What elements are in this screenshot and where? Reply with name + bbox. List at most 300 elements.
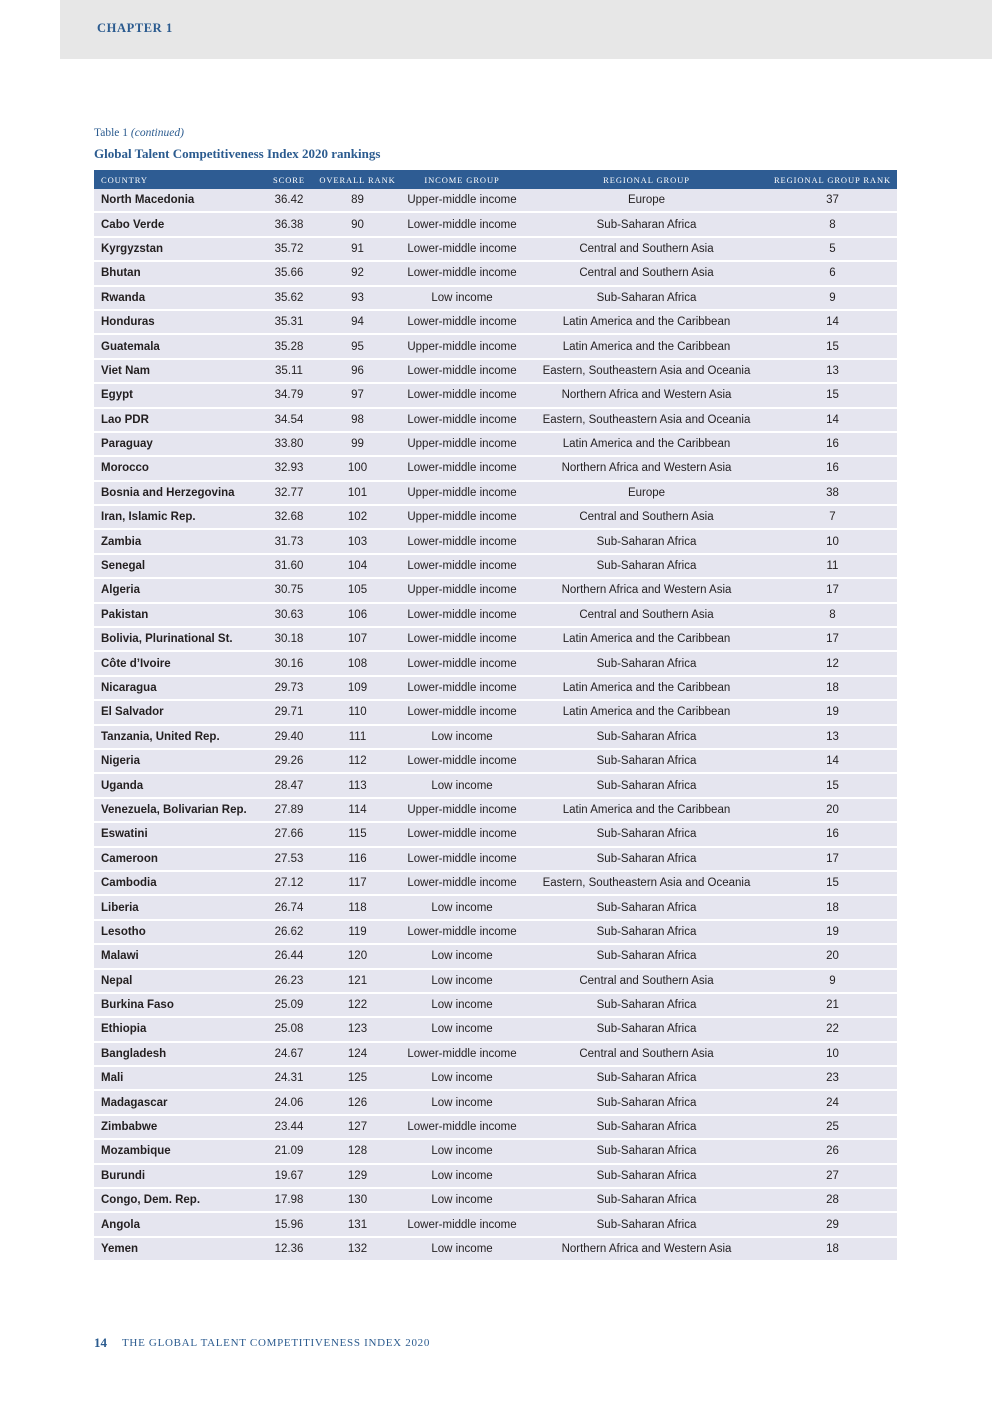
country-cell: Nigeria xyxy=(94,749,262,773)
score-cell: 25.08 xyxy=(262,1017,316,1041)
table-title: Global Talent Competitiveness Index 2020 rankings xyxy=(94,146,381,161)
column-header-income-group: INCOME GROUP xyxy=(399,170,525,189)
country-cell: El Salvador xyxy=(94,700,262,724)
score-cell: 31.73 xyxy=(262,529,316,553)
overall-rank-cell: 116 xyxy=(316,847,399,871)
score-cell: 26.44 xyxy=(262,944,316,968)
score-cell: 25.09 xyxy=(262,993,316,1017)
regional-group-rank-cell: 17 xyxy=(768,578,897,602)
income-group-cell: Lower-middle income xyxy=(399,310,525,334)
regional-group-cell: Central and Southern Asia xyxy=(525,969,768,993)
country-cell: Burundi xyxy=(94,1164,262,1188)
overall-rank-cell: 92 xyxy=(316,261,399,285)
income-group-cell: Lower-middle income xyxy=(399,822,525,846)
overall-rank-cell: 129 xyxy=(316,1164,399,1188)
regional-group-cell: Central and Southern Asia xyxy=(525,237,768,261)
score-cell: 28.47 xyxy=(262,773,316,797)
regional-group-cell: Latin America and the Caribbean xyxy=(525,798,768,822)
regional-group-cell: Sub-Saharan Africa xyxy=(525,725,768,749)
country-cell: Paraguay xyxy=(94,432,262,456)
overall-rank-cell: 90 xyxy=(316,212,399,236)
overall-rank-cell: 105 xyxy=(316,578,399,602)
score-cell: 35.11 xyxy=(262,359,316,383)
regional-group-rank-cell: 15 xyxy=(768,871,897,895)
country-cell: Pakistan xyxy=(94,603,262,627)
score-cell: 17.98 xyxy=(262,1188,316,1212)
table-number: Table 1 xyxy=(94,127,129,139)
score-cell: 31.60 xyxy=(262,554,316,578)
regional-group-cell: Sub-Saharan Africa xyxy=(525,1164,768,1188)
regional-group-cell: Latin America and the Caribbean xyxy=(525,700,768,724)
page-number: 14 xyxy=(94,1335,107,1350)
income-group-cell: Lower-middle income xyxy=(399,871,525,895)
country-cell: Ethiopia xyxy=(94,1017,262,1041)
regional-group-cell: Central and Southern Asia xyxy=(525,261,768,285)
country-cell: Uganda xyxy=(94,773,262,797)
score-cell: 29.73 xyxy=(262,676,316,700)
score-cell: 35.66 xyxy=(262,261,316,285)
table-row xyxy=(94,969,897,993)
overall-rank-cell: 112 xyxy=(316,749,399,773)
score-cell: 36.38 xyxy=(262,212,316,236)
income-group-cell: Upper-middle income xyxy=(399,798,525,822)
income-group-cell: Lower-middle income xyxy=(399,627,525,651)
income-group-cell: Lower-middle income xyxy=(399,847,525,871)
regional-group-cell: Northern Africa and Western Asia xyxy=(525,383,768,407)
regional-group-cell: Sub-Saharan Africa xyxy=(525,286,768,310)
income-group-cell: Lower-middle income xyxy=(399,456,525,480)
regional-group-cell: Central and Southern Asia xyxy=(525,1042,768,1066)
overall-rank-cell: 96 xyxy=(316,359,399,383)
table-row xyxy=(94,1188,897,1212)
country-cell: Guatemala xyxy=(94,334,262,358)
regional-group-rank-cell: 20 xyxy=(768,798,897,822)
table-row xyxy=(94,920,897,944)
table-row xyxy=(94,237,897,261)
regional-group-rank-cell: 27 xyxy=(768,1164,897,1188)
column-header-overall-rank: OVERALL RANK xyxy=(316,170,399,189)
regional-group-cell: Sub-Saharan Africa xyxy=(525,554,768,578)
regional-group-cell: Sub-Saharan Africa xyxy=(525,651,768,675)
running-footer: THE GLOBAL TALENT COMPETITIVENESS INDEX 2020 xyxy=(122,1337,431,1349)
overall-rank-cell: 91 xyxy=(316,237,399,261)
overall-rank-cell: 124 xyxy=(316,1042,399,1066)
regional-group-cell: Latin America and the Caribbean xyxy=(525,627,768,651)
table-row xyxy=(94,1212,897,1236)
regional-group-rank-cell: 24 xyxy=(768,1090,897,1114)
country-cell: Kyrgyzstan xyxy=(94,237,262,261)
score-cell: 35.62 xyxy=(262,286,316,310)
overall-rank-cell: 128 xyxy=(316,1139,399,1163)
country-cell: Burkina Faso xyxy=(94,993,262,1017)
regional-group-rank-cell: 13 xyxy=(768,725,897,749)
chapter-label: CHAPTER 1 xyxy=(97,21,173,35)
country-cell: Nicaragua xyxy=(94,676,262,700)
chapter-header-band xyxy=(60,0,992,59)
country-cell: Lao PDR xyxy=(94,408,262,432)
regional-group-cell: Sub-Saharan Africa xyxy=(525,920,768,944)
regional-group-cell: Northern Africa and Western Asia xyxy=(525,578,768,602)
regional-group-rank-cell: 10 xyxy=(768,1042,897,1066)
regional-group-rank-cell: 5 xyxy=(768,237,897,261)
table-row xyxy=(94,212,897,236)
column-header-country: COUNTRY xyxy=(94,170,262,189)
regional-group-rank-cell: 13 xyxy=(768,359,897,383)
country-cell: Eswatini xyxy=(94,822,262,846)
regional-group-cell: Central and Southern Asia xyxy=(525,603,768,627)
regional-group-rank-cell: 9 xyxy=(768,969,897,993)
income-group-cell: Lower-middle income xyxy=(399,1042,525,1066)
regional-group-rank-cell: 16 xyxy=(768,432,897,456)
income-group-cell: Low income xyxy=(399,1188,525,1212)
table-row xyxy=(94,603,897,627)
regional-group-rank-cell: 18 xyxy=(768,895,897,919)
table-row xyxy=(94,334,897,358)
income-group-cell: Low income xyxy=(399,725,525,749)
regional-group-cell: Sub-Saharan Africa xyxy=(525,1115,768,1139)
regional-group-rank-cell: 22 xyxy=(768,1017,897,1041)
table-label xyxy=(94,127,184,139)
overall-rank-cell: 104 xyxy=(316,554,399,578)
score-cell: 24.31 xyxy=(262,1066,316,1090)
country-cell: Liberia xyxy=(94,895,262,919)
income-group-cell: Low income xyxy=(399,1066,525,1090)
table-body xyxy=(94,189,897,1261)
regional-group-rank-cell: 16 xyxy=(768,822,897,846)
regional-group-cell: Europe xyxy=(525,189,768,212)
score-cell: 29.26 xyxy=(262,749,316,773)
income-group-cell: Upper-middle income xyxy=(399,481,525,505)
regional-group-rank-cell: 19 xyxy=(768,920,897,944)
table-continued-note: (continued) xyxy=(130,127,184,139)
overall-rank-cell: 109 xyxy=(316,676,399,700)
country-cell: North Macedonia xyxy=(94,189,262,212)
overall-rank-cell: 119 xyxy=(316,920,399,944)
overall-rank-cell: 122 xyxy=(316,993,399,1017)
score-cell: 27.53 xyxy=(262,847,316,871)
regional-group-cell: Europe xyxy=(525,481,768,505)
regional-group-rank-cell: 7 xyxy=(768,505,897,529)
score-cell: 30.16 xyxy=(262,651,316,675)
income-group-cell: Lower-middle income xyxy=(399,676,525,700)
table-row xyxy=(94,554,897,578)
rankings-table xyxy=(94,170,897,1262)
overall-rank-cell: 100 xyxy=(316,456,399,480)
column-header-score: SCORE xyxy=(262,170,316,189)
table-row xyxy=(94,310,897,334)
regional-group-rank-cell: 29 xyxy=(768,1212,897,1236)
income-group-cell: Upper-middle income xyxy=(399,189,525,212)
income-group-cell: Lower-middle income xyxy=(399,700,525,724)
overall-rank-cell: 113 xyxy=(316,773,399,797)
country-cell: Iran, Islamic Rep. xyxy=(94,505,262,529)
regional-group-cell: Eastern, Southeastern Asia and Oceania xyxy=(525,408,768,432)
income-group-cell: Low income xyxy=(399,895,525,919)
country-cell: Zambia xyxy=(94,529,262,553)
table-row xyxy=(94,261,897,285)
score-cell: 15.96 xyxy=(262,1212,316,1236)
income-group-cell: Low income xyxy=(399,1164,525,1188)
country-cell: Senegal xyxy=(94,554,262,578)
overall-rank-cell: 121 xyxy=(316,969,399,993)
table-row xyxy=(94,1139,897,1163)
table-row xyxy=(94,383,897,407)
income-group-cell: Upper-middle income xyxy=(399,505,525,529)
overall-rank-cell: 106 xyxy=(316,603,399,627)
overall-rank-cell: 108 xyxy=(316,651,399,675)
regional-group-cell: Sub-Saharan Africa xyxy=(525,822,768,846)
regional-group-rank-cell: 15 xyxy=(768,334,897,358)
country-cell: Bangladesh xyxy=(94,1042,262,1066)
income-group-cell: Low income xyxy=(399,993,525,1017)
overall-rank-cell: 118 xyxy=(316,895,399,919)
income-group-cell: Low income xyxy=(399,969,525,993)
income-group-cell: Low income xyxy=(399,1237,525,1261)
income-group-cell: Lower-middle income xyxy=(399,603,525,627)
regional-group-cell: Sub-Saharan Africa xyxy=(525,1188,768,1212)
regional-group-rank-cell: 19 xyxy=(768,700,897,724)
overall-rank-cell: 111 xyxy=(316,725,399,749)
table-row xyxy=(94,1115,897,1139)
table-row xyxy=(94,359,897,383)
table-row xyxy=(94,1237,897,1261)
overall-rank-cell: 127 xyxy=(316,1115,399,1139)
table-row xyxy=(94,505,897,529)
regional-group-cell: Central and Southern Asia xyxy=(525,505,768,529)
country-cell: Tanzania, United Rep. xyxy=(94,725,262,749)
table-row xyxy=(94,944,897,968)
table-row xyxy=(94,627,897,651)
table-row xyxy=(94,822,897,846)
income-group-cell: Low income xyxy=(399,286,525,310)
table-row xyxy=(94,773,897,797)
regional-group-cell: Sub-Saharan Africa xyxy=(525,773,768,797)
score-cell: 12.36 xyxy=(262,1237,316,1261)
table-row xyxy=(94,871,897,895)
overall-rank-cell: 95 xyxy=(316,334,399,358)
overall-rank-cell: 132 xyxy=(316,1237,399,1261)
score-cell: 32.77 xyxy=(262,481,316,505)
overall-rank-cell: 130 xyxy=(316,1188,399,1212)
score-cell: 24.67 xyxy=(262,1042,316,1066)
table-row xyxy=(94,1090,897,1114)
table-row xyxy=(94,993,897,1017)
overall-rank-cell: 114 xyxy=(316,798,399,822)
score-cell: 27.89 xyxy=(262,798,316,822)
score-cell: 34.79 xyxy=(262,383,316,407)
income-group-cell: Upper-middle income xyxy=(399,334,525,358)
income-group-cell: Low income xyxy=(399,1139,525,1163)
country-cell: Lesotho xyxy=(94,920,262,944)
income-group-cell: Lower-middle income xyxy=(399,1212,525,1236)
table-row xyxy=(94,749,897,773)
regional-group-rank-cell: 25 xyxy=(768,1115,897,1139)
income-group-cell: Lower-middle income xyxy=(399,920,525,944)
country-cell: Malawi xyxy=(94,944,262,968)
regional-group-rank-cell: 26 xyxy=(768,1139,897,1163)
score-cell: 35.31 xyxy=(262,310,316,334)
score-cell: 23.44 xyxy=(262,1115,316,1139)
country-cell: Yemen xyxy=(94,1237,262,1261)
regional-group-rank-cell: 15 xyxy=(768,773,897,797)
score-cell: 26.62 xyxy=(262,920,316,944)
overall-rank-cell: 115 xyxy=(316,822,399,846)
regional-group-cell: Northern Africa and Western Asia xyxy=(525,1237,768,1261)
income-group-cell: Lower-middle income xyxy=(399,554,525,578)
income-group-cell: Lower-middle income xyxy=(399,651,525,675)
column-header-regional-group: REGIONAL GROUP xyxy=(525,170,768,189)
regional-group-cell: Latin America and the Caribbean xyxy=(525,676,768,700)
table-row xyxy=(94,676,897,700)
regional-group-cell: Sub-Saharan Africa xyxy=(525,1017,768,1041)
table-row xyxy=(94,1164,897,1188)
table-row xyxy=(94,481,897,505)
regional-group-rank-cell: 8 xyxy=(768,212,897,236)
score-cell: 32.68 xyxy=(262,505,316,529)
regional-group-cell: Eastern, Southeastern Asia and Oceania xyxy=(525,871,768,895)
regional-group-rank-cell: 14 xyxy=(768,749,897,773)
overall-rank-cell: 98 xyxy=(316,408,399,432)
regional-group-rank-cell: 12 xyxy=(768,651,897,675)
table-row xyxy=(94,286,897,310)
regional-group-rank-cell: 17 xyxy=(768,627,897,651)
overall-rank-cell: 97 xyxy=(316,383,399,407)
country-cell: Egypt xyxy=(94,383,262,407)
overall-rank-cell: 110 xyxy=(316,700,399,724)
regional-group-rank-cell: 16 xyxy=(768,456,897,480)
score-cell: 30.63 xyxy=(262,603,316,627)
country-cell: Cabo Verde xyxy=(94,212,262,236)
income-group-cell: Low income xyxy=(399,1017,525,1041)
score-cell: 24.06 xyxy=(262,1090,316,1114)
regional-group-rank-cell: 23 xyxy=(768,1066,897,1090)
regional-group-cell: Latin America and the Caribbean xyxy=(525,432,768,456)
score-cell: 33.80 xyxy=(262,432,316,456)
income-group-cell: Lower-middle income xyxy=(399,383,525,407)
income-group-cell: Low income xyxy=(399,1090,525,1114)
country-cell: Nepal xyxy=(94,969,262,993)
overall-rank-cell: 126 xyxy=(316,1090,399,1114)
table-row xyxy=(94,700,897,724)
table-row xyxy=(94,1042,897,1066)
income-group-cell: Lower-middle income xyxy=(399,1115,525,1139)
score-cell: 34.54 xyxy=(262,408,316,432)
overall-rank-cell: 94 xyxy=(316,310,399,334)
overall-rank-cell: 101 xyxy=(316,481,399,505)
country-cell: Zimbabwe xyxy=(94,1115,262,1139)
score-cell: 35.28 xyxy=(262,334,316,358)
regional-group-cell: Eastern, Southeastern Asia and Oceania xyxy=(525,359,768,383)
regional-group-rank-cell: 28 xyxy=(768,1188,897,1212)
regional-group-cell: Sub-Saharan Africa xyxy=(525,1212,768,1236)
table-row xyxy=(94,189,897,212)
country-cell: Mali xyxy=(94,1066,262,1090)
country-cell: Viet Nam xyxy=(94,359,262,383)
overall-rank-cell: 107 xyxy=(316,627,399,651)
table-row xyxy=(94,651,897,675)
table-row xyxy=(94,432,897,456)
regional-group-rank-cell: 14 xyxy=(768,310,897,334)
regional-group-cell: Sub-Saharan Africa xyxy=(525,1139,768,1163)
score-cell: 35.72 xyxy=(262,237,316,261)
overall-rank-cell: 103 xyxy=(316,529,399,553)
income-group-cell: Low income xyxy=(399,944,525,968)
regional-group-rank-cell: 20 xyxy=(768,944,897,968)
regional-group-cell: Sub-Saharan Africa xyxy=(525,993,768,1017)
income-group-cell: Upper-middle income xyxy=(399,432,525,456)
country-cell: Morocco xyxy=(94,456,262,480)
regional-group-cell: Northern Africa and Western Asia xyxy=(525,456,768,480)
country-cell: Cambodia xyxy=(94,871,262,895)
regional-group-cell: Latin America and the Caribbean xyxy=(525,334,768,358)
table-row xyxy=(94,408,897,432)
score-cell: 29.40 xyxy=(262,725,316,749)
country-cell: Cameroon xyxy=(94,847,262,871)
overall-rank-cell: 117 xyxy=(316,871,399,895)
table-row xyxy=(94,1017,897,1041)
country-cell: Algeria xyxy=(94,578,262,602)
score-cell: 30.18 xyxy=(262,627,316,651)
overall-rank-cell: 125 xyxy=(316,1066,399,1090)
country-cell: Mozambique xyxy=(94,1139,262,1163)
regional-group-rank-cell: 14 xyxy=(768,408,897,432)
country-cell: Angola xyxy=(94,1212,262,1236)
income-group-cell: Lower-middle income xyxy=(399,408,525,432)
table-row xyxy=(94,578,897,602)
regional-group-rank-cell: 15 xyxy=(768,383,897,407)
regional-group-cell: Sub-Saharan Africa xyxy=(525,1090,768,1114)
regional-group-cell: Sub-Saharan Africa xyxy=(525,529,768,553)
country-cell: Côte d’Ivoire xyxy=(94,651,262,675)
regional-group-rank-cell: 18 xyxy=(768,1237,897,1261)
regional-group-cell: Sub-Saharan Africa xyxy=(525,944,768,968)
regional-group-rank-cell: 8 xyxy=(768,603,897,627)
table-row xyxy=(94,725,897,749)
score-cell: 26.23 xyxy=(262,969,316,993)
overall-rank-cell: 120 xyxy=(316,944,399,968)
country-cell: Bosnia and Herzegovina xyxy=(94,481,262,505)
overall-rank-cell: 123 xyxy=(316,1017,399,1041)
country-cell: Congo, Dem. Rep. xyxy=(94,1188,262,1212)
table-row xyxy=(94,798,897,822)
overall-rank-cell: 102 xyxy=(316,505,399,529)
score-cell: 32.93 xyxy=(262,456,316,480)
score-cell: 30.75 xyxy=(262,578,316,602)
regional-group-rank-cell: 21 xyxy=(768,993,897,1017)
table-header-row xyxy=(94,170,897,189)
regional-group-rank-cell: 9 xyxy=(768,286,897,310)
table-row xyxy=(94,456,897,480)
table-row xyxy=(94,847,897,871)
score-cell: 26.74 xyxy=(262,895,316,919)
regional-group-cell: Latin America and the Caribbean xyxy=(525,310,768,334)
score-cell: 29.71 xyxy=(262,700,316,724)
table-row xyxy=(94,1066,897,1090)
country-cell: Venezuela, Bolivarian Rep. xyxy=(94,798,262,822)
table-row xyxy=(94,895,897,919)
regional-group-cell: Sub-Saharan Africa xyxy=(525,1066,768,1090)
regional-group-rank-cell: 38 xyxy=(768,481,897,505)
regional-group-cell: Sub-Saharan Africa xyxy=(525,749,768,773)
overall-rank-cell: 131 xyxy=(316,1212,399,1236)
regional-group-rank-cell: 17 xyxy=(768,847,897,871)
regional-group-rank-cell: 10 xyxy=(768,529,897,553)
country-cell: Bhutan xyxy=(94,261,262,285)
income-group-cell: Lower-middle income xyxy=(399,749,525,773)
income-group-cell: Lower-middle income xyxy=(399,212,525,236)
regional-group-rank-cell: 6 xyxy=(768,261,897,285)
table-row xyxy=(94,529,897,553)
